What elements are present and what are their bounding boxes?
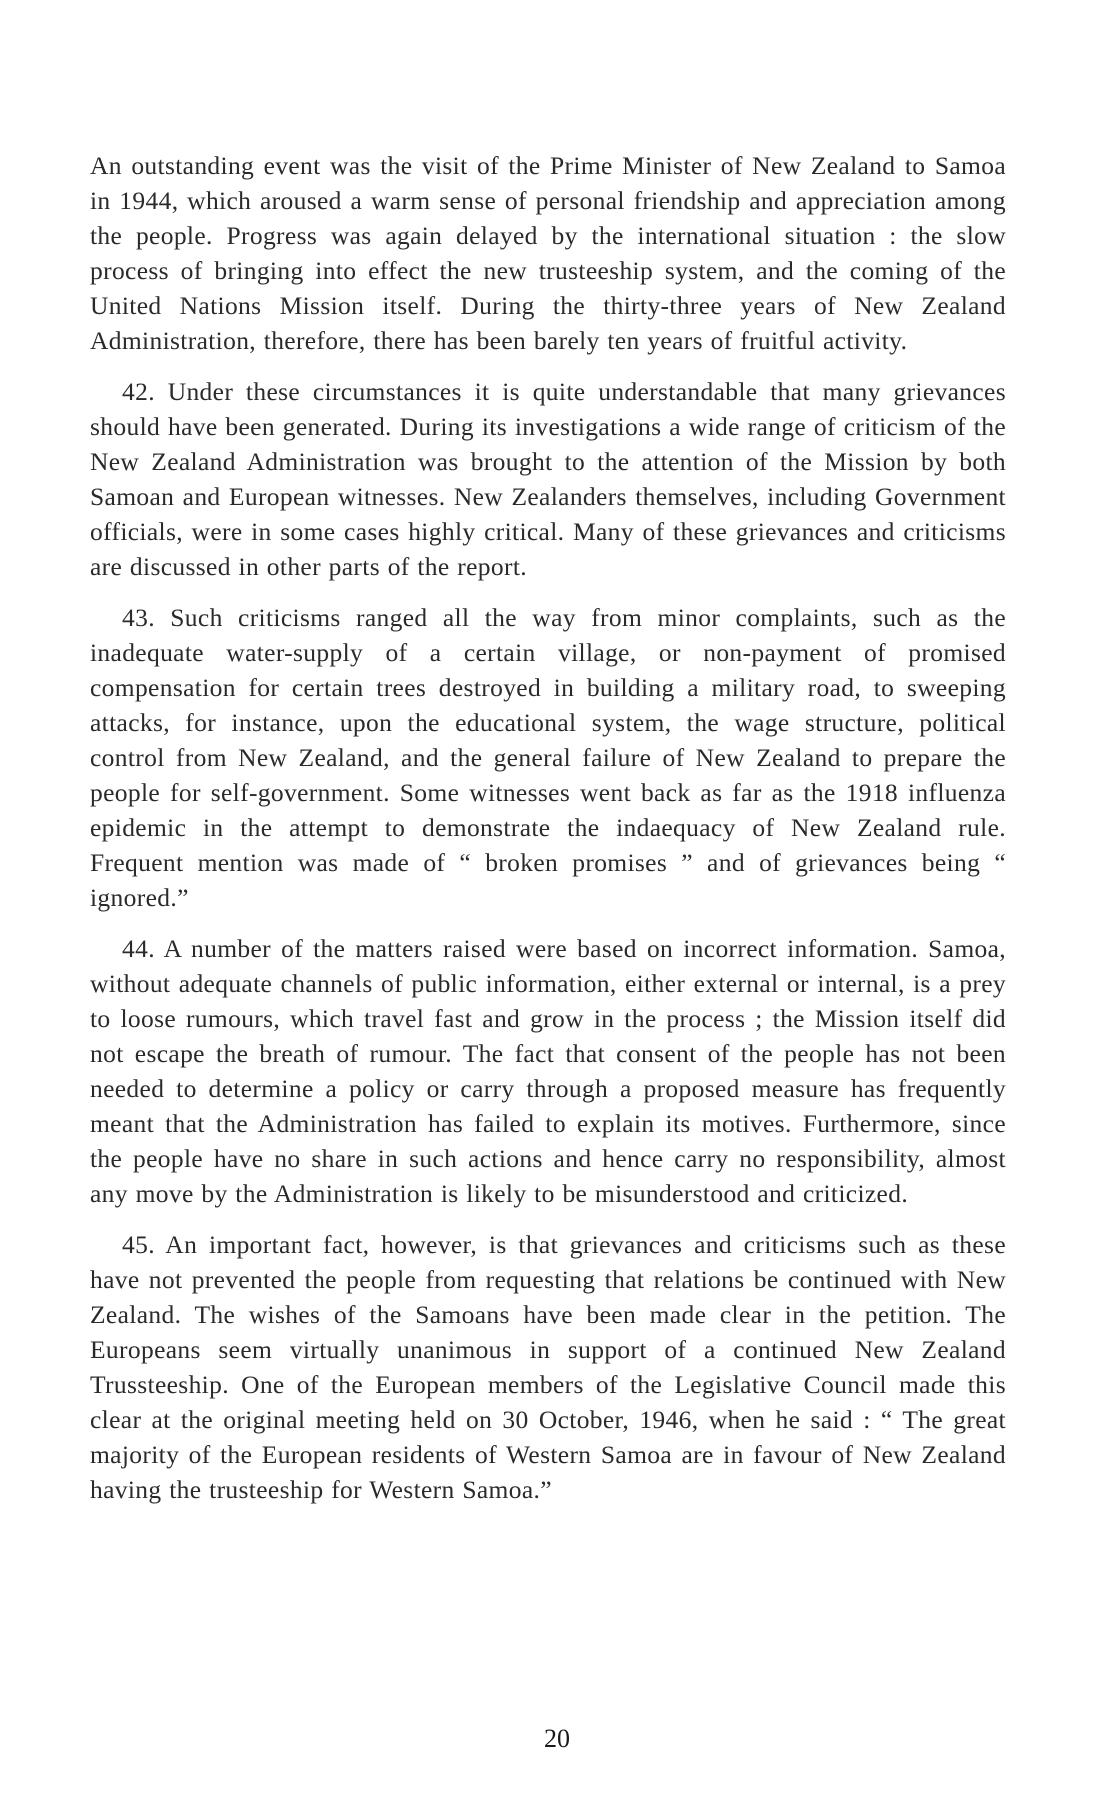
body-text [90,148,1006,1523]
paragraph-43: 43. Such criticisms ranged all the way from minor complaints, such as the inadequate water-supply of a certain village, or non-payment of promised compensation for certain trees destroyed in building a military road, to sweeping attacks, for instance, upon the educational system, the wage structure, political control from New Zealand, and the general failure of New Zealand to prepare the people for self-government. Some witnesses went back as far as the 1918 influenza epidemic in the attempt to demonstrate the indaequacy of New Zealand rule. Frequent mention was made of “ broken promises ” and of grievances being “ ignored.” [90,603,1006,912]
paragraph-42: 42. Under these circumstances it is quite understandable that many grievances should have been generated. During its investigations a wide range of criticism of the New Zealand Administration was brought to the attention of the Mission by both Samoan and European witnesses. New Zealanders themselves, including Government officials, were in some cases highly critical. Many of these grievances and criticisms are discussed in other parts of the report. [90,377,1006,581]
paragraph-44: 44. A number of the matters raised were based on incorrect information. Samoa, without adequate channels of public information, either external or internal, is a prey to loose rumours, which travel fast and grow in the process ; the Mission itself did not escape the breath of rumour. The fact that consent of the people has not been needed to determine a policy or carry through a proposed measure has frequently meant that the Administration has failed to explain its motives. Furthermore, since the people have no share in such actions and hence carry no responsibility, almost any move by the Administration is likely to be misunderstood and criticized. [90,934,1006,1208]
page-number: 20 [544,1724,570,1753]
paragraph-continuation: An outstanding event was the visit of the Prime Minister of New Zealand to Samoa in 1944, which aroused a warm sense of personal friendship and appreciation among the people. Progress was again delayed by the international situation : the slow process of bringing into effect the new trusteeship system, and the coming of the United Nations Mission itself. During the thirty-three years of New Zealand Administration, therefore, there has been barely ten years of fruitful activity. [90,151,1006,355]
paragraph-45: 45. An important fact, however, is that grievances and criticisms such as these have not prevented the people from requesting that relations be continued with New Zealand. The wishes of the Samoans have been made clear in the petition. The Europeans seem virtually unanimous in support of a continued New Zealand Trussteeship. One of the European members of the Legislative Council made this clear at the original meeting held on 30 October, 1946, when he said : “ The great majority of the European residents of Western Samoa are in favour of New Zealand having the trusteeship for Western Samoa.” [90,1230,1006,1504]
